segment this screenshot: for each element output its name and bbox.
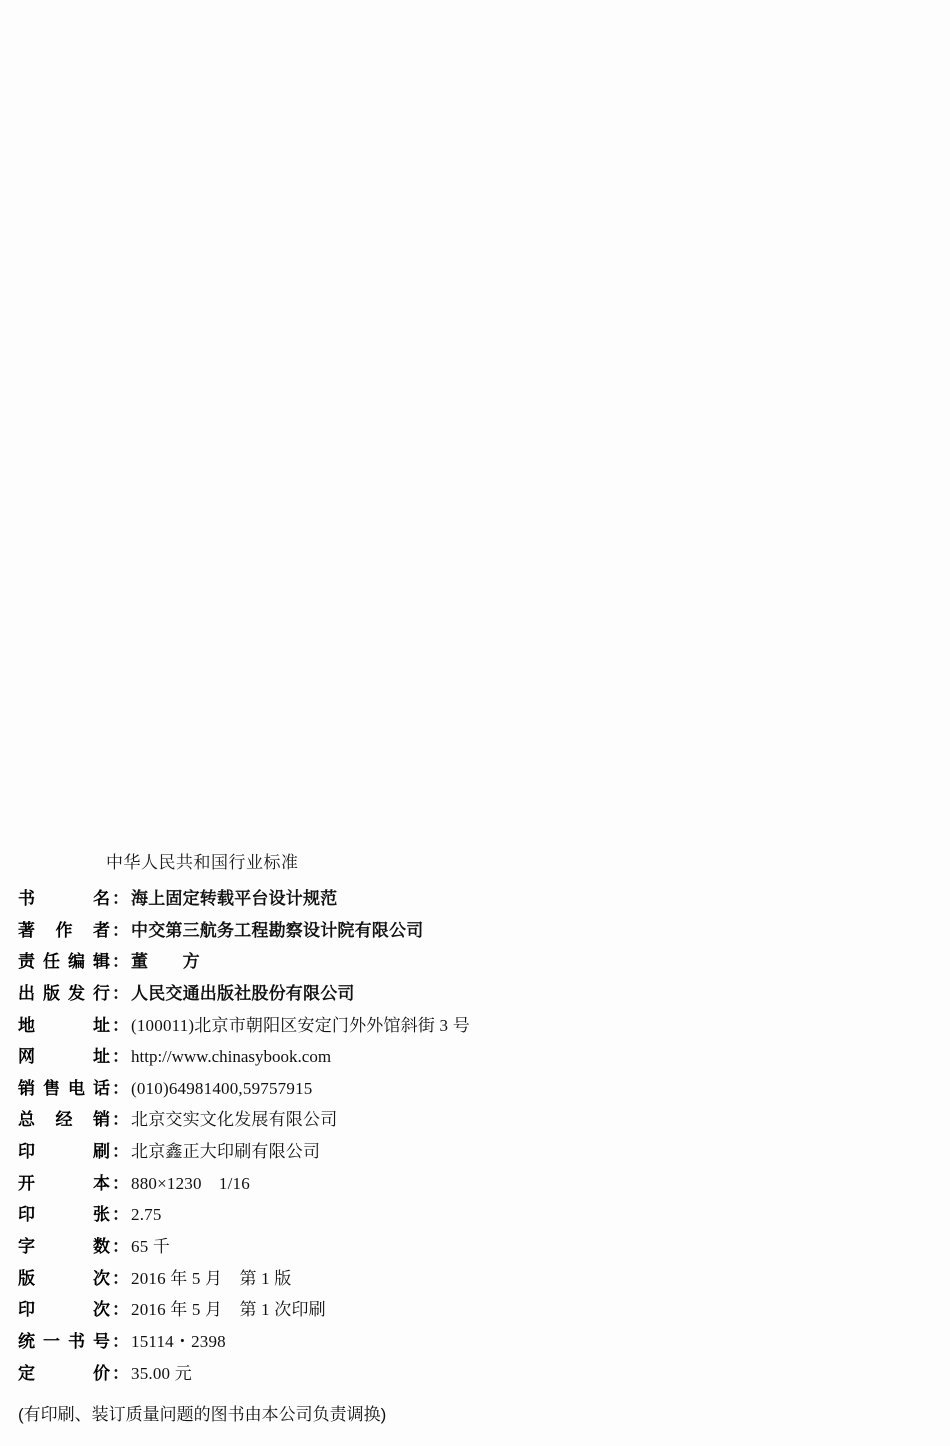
entry-value: 2.75: [131, 1205, 162, 1225]
entry-value: 中交第三航务工程勘察设计院有限公司: [131, 920, 424, 940]
entry-colon: ：: [112, 1205, 129, 1225]
entry-colon: ：: [112, 983, 129, 1003]
entry-colon: ：: [112, 1173, 129, 1193]
colophon-block: [18, 848, 918, 1425]
entry-colon: ：: [112, 1142, 129, 1162]
entry-value: 2016 年 5 月 第 1 次印刷: [131, 1300, 326, 1320]
entry-colon: ：: [112, 1015, 129, 1035]
quality-notice: (有印刷、装订质量问题的图书由本公司负责调换): [18, 1405, 387, 1425]
entry-value: 65 千: [131, 1237, 171, 1257]
entry-value: 海上固定转载平台设计规范: [131, 889, 338, 908]
entry-colon: ：: [112, 889, 129, 908]
colophon-entry-format: [18, 1172, 918, 1197]
entry-colon: ：: [112, 1363, 129, 1383]
entry-value: 北京鑫正大印刷有限公司: [131, 1142, 321, 1162]
colophon-entry-price: [18, 1362, 918, 1387]
colophon-entry-edition: [18, 1267, 918, 1292]
colophon-entry-printer: [18, 1140, 918, 1165]
entry-label: 著 作 者: [18, 920, 110, 940]
entry-value: (010)64981400,59757915: [131, 1078, 313, 1098]
colophon-entry-impression: [18, 1298, 918, 1323]
entry-label: 销售电话: [18, 1078, 110, 1098]
colophon-entry-address: [18, 1014, 918, 1039]
entry-label: 网 址: [18, 1047, 110, 1067]
colophon-entry-book-name: [18, 887, 918, 912]
colophon-entry-unified-book-number: [18, 1330, 918, 1355]
entry-colon: ：: [112, 920, 129, 940]
colophon-entry-editor: [18, 950, 918, 975]
colophon-entry-website: [18, 1045, 918, 1070]
entry-value: 880×1230 1/16: [131, 1173, 250, 1193]
colophon-entry-distributor: [18, 1108, 918, 1133]
entry-value: 2016 年 5 月 第 1 版: [131, 1268, 292, 1288]
entry-value: 35.00 元: [131, 1363, 192, 1383]
colophon-entry-sales-phone: [18, 1077, 918, 1102]
entry-colon: ：: [112, 1268, 129, 1288]
entry-label: 出版发行: [18, 983, 110, 1003]
entry-colon: ：: [112, 1047, 129, 1067]
entry-label: 版 次: [18, 1268, 110, 1288]
entry-value: (100011)北京市朝阳区安定门外外馆斜街 3 号: [131, 1015, 470, 1035]
entry-value: 董 方: [131, 952, 200, 972]
entry-colon: ：: [112, 1078, 129, 1098]
entry-value: 北京交实文化发展有限公司: [131, 1110, 338, 1130]
entry-colon: ：: [112, 1300, 129, 1320]
colophon-entry-publisher: [18, 982, 918, 1007]
entry-label: 印 张: [18, 1205, 110, 1225]
colophon-entry-author: [18, 919, 918, 944]
entry-label: 总 经 销: [18, 1110, 110, 1130]
entry-label: 字 数: [18, 1237, 110, 1257]
entry-value-url[interactable]: http://www.chinasybook.com: [131, 1047, 332, 1067]
entry-label: 定 价: [18, 1363, 110, 1383]
series-title: 中华人民共和国行业标准: [106, 853, 299, 872]
entry-colon: ：: [112, 952, 129, 972]
entry-label: 印 刷: [18, 1142, 110, 1162]
entry-label: 地 址: [18, 1015, 110, 1035]
entry-label: 书 名: [18, 889, 110, 908]
entry-colon: ：: [112, 1331, 129, 1351]
entry-colon: ：: [112, 1110, 129, 1130]
entry-value: 人民交通出版社股份有限公司: [131, 983, 355, 1003]
entry-label: 责任编辑: [18, 952, 110, 972]
entry-label: 统一书号: [18, 1331, 110, 1351]
colophon-entry-word-count: [18, 1235, 918, 1260]
entry-label: 印 次: [18, 1300, 110, 1320]
entry-value: 15114・2398: [131, 1331, 226, 1351]
entry-colon: ：: [112, 1237, 129, 1257]
colophon-entry-sheets: [18, 1203, 918, 1228]
entry-label: 开 本: [18, 1173, 110, 1193]
